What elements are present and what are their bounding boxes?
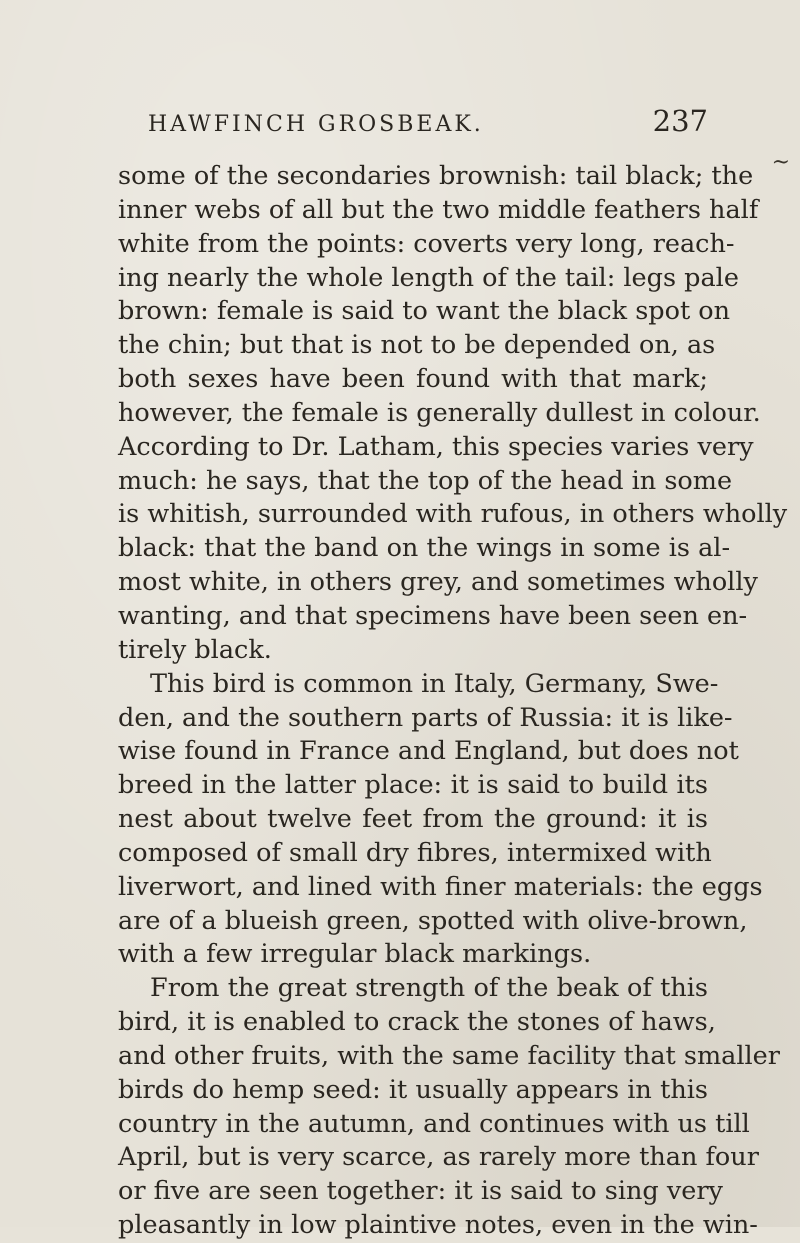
text-line: composed of small dry fibres, intermixed with — [118, 837, 712, 868]
text-line: are of a blueish green, spotted with olive-brown, — [118, 905, 748, 936]
text-line: liverwort, and lined with finer materials: the eggs — [118, 871, 763, 902]
text-line: breed in the latter place: it is said to build its — [118, 770, 708, 801]
text-line: From the great strength of the beak of this — [150, 973, 708, 1004]
text-line: birds do hemp seed: it usually appears in this — [118, 1074, 708, 1105]
text-line: and other fruits, with the same facility that smaller — [118, 1040, 780, 1071]
text-line: the chin; but that is not to be depended on, as — [118, 330, 716, 361]
edge-mark: ~ — [771, 150, 790, 175]
text-line: country in the autumn, and continues with us till — [118, 1108, 750, 1139]
text-line: nest about twelve feet from the ground: it is — [118, 804, 708, 835]
page-header — [148, 104, 708, 144]
text-line: inner webs of all but the two middle feathers half — [118, 194, 759, 225]
text-line: bird, it is enabled to crack the stones of haws, — [118, 1007, 716, 1038]
text-line: brown: female is said to want the black spot on — [118, 296, 731, 327]
text-line: wise found in France and England, but does not — [118, 736, 739, 767]
text-line: is whitish, surrounded with rufous, in others wholly — [118, 499, 788, 530]
text-line: pleasantly in low plaintive notes, even in the win- — [118, 1210, 758, 1241]
text-line: white from the points: coverts very long, reach- — [118, 228, 735, 259]
text-line: ing nearly the whole length of the tail: legs pale — [118, 262, 739, 293]
text-line: with a few irregular black markings. — [118, 939, 592, 970]
text-line: much: he says, that the top of the head in some — [118, 465, 733, 496]
body-text — [118, 160, 788, 1243]
text-line: This bird is common in Italy, Germany, Swe- — [150, 668, 719, 699]
page-number: 237 — [652, 104, 708, 138]
running-title: HAWFINCH GROSBEAK. — [148, 112, 484, 137]
text-line: or five are seen together: it is said to sing very — [118, 1176, 723, 1207]
text-line: most white, in others grey, and sometimes wholly — [118, 567, 758, 598]
text-line: both sexes have been found with that mark; — [118, 364, 708, 395]
text-line: however, the female is generally dullest in colour. — [118, 397, 761, 428]
text-line: black: that the band on the wings in some is al- — [118, 533, 731, 564]
text-line: April, but is very scarce, as rarely more than four — [118, 1142, 759, 1173]
text-line: wanting, and that specimens have been seen en- — [118, 600, 748, 631]
text-line: tirely black. — [118, 634, 272, 665]
text-line: den, and the southern parts of Russia: it is like- — [118, 702, 733, 733]
text-line: some of the secondaries brownish: tail black; the — [118, 161, 754, 191]
text-line: According to Dr. Latham, this species varies very — [118, 431, 754, 462]
